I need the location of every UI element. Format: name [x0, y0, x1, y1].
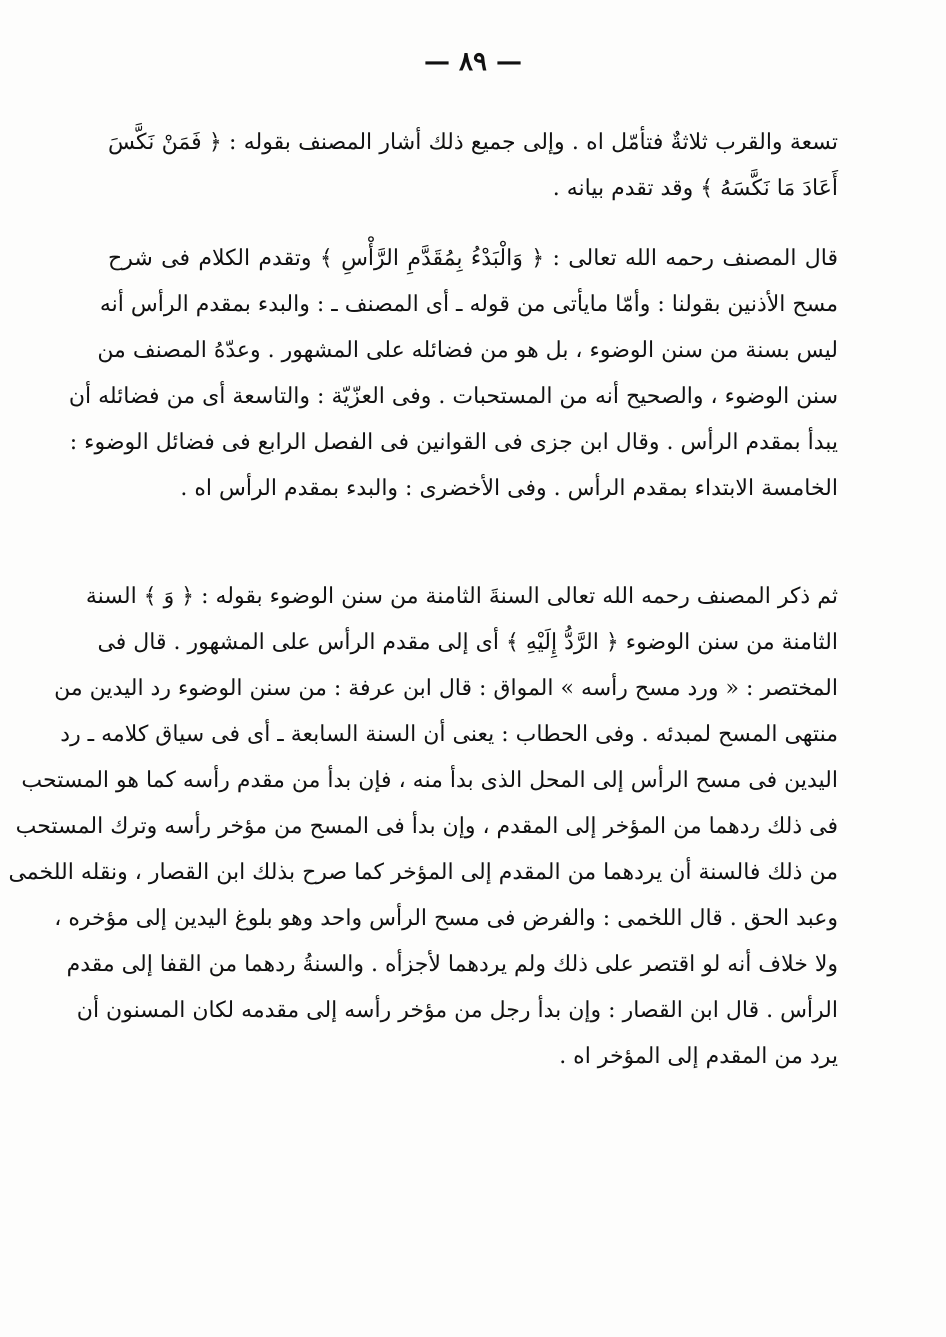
text-line: يبدأ بمقدم الرأس . وقال ابن جزى فى القوانين فى الفصل الرابع فى فضائل الوضوء : [69, 430, 838, 455]
text-line: ثم ذكر المصنف رحمه الله تعالى السنةَ الثامنة من سنن الوضوء بقوله : ﴿ وَ ﴾ السنة [85, 584, 838, 609]
text-line: الرأس . قال ابن القصار : وإن بدأ رجل من مؤخر رأسه إلى مقدمه لكان المسنون أن [76, 998, 838, 1023]
text-line: يرد من المقدم إلى المؤخر اه . [559, 1044, 838, 1069]
text-line: مسح الأذنين بقولنا : وأمّا مايأتى من قوله ـ أى المصنف ـ : والبدء بمقدم الرأس أنه [99, 292, 838, 317]
text-line: المختصر : « ورد مسح رأسه » المواق : قال ابن عرفة : من سنن الوضوء رد اليدين من [54, 676, 838, 701]
text-line: فى ذلك ردهما من المؤخر إلى المقدم ، وإن بدأ فى المسح من مؤخر رأسه وترك المستحب [15, 814, 838, 839]
text-line: ليس بسنة من سنن الوضوء ، بل هو من فضائله على المشهور . وعدّهُ المصنف من [97, 338, 838, 363]
paragraph-3 [8, 574, 838, 1080]
text-line: قال المصنف رحمه الله تعالى : ﴿ وَالْبَدْءُ بِمُقَدَّمِ الرَّأْسِ ﴾ وتقدم الكلام فى شرح [108, 246, 838, 271]
text-line: سنن الوضوء ، والصحيح أنه من المستحبات . وفى العزّيّة : والتاسعة أى من فضائله أن [68, 384, 838, 409]
paragraph-2 [68, 236, 838, 512]
text-line: من ذلك فالسنة أن يردهما من المقدم إلى المؤخر كما صرح بذلك ابن القصار ، ونقله اللخمى [8, 860, 838, 885]
paragraph-1 [108, 120, 838, 212]
text-line: الخامسة الابتداء بمقدم الرأس . وفى الأخضرى : والبدء بمقدم الرأس اه . [180, 476, 838, 501]
text-line: أَعَادَ مَا نَكَّسَهُ ﴾ وقد تقدم بيانه . [552, 176, 838, 201]
text-line: ولا خلاف أنه لو اقتصر على ذلك ولم يردهما لأجزأه . والسنةُ ردهما من القفا إلى مقدم [66, 952, 838, 977]
text-line: تسعة والقرب ثلاثةٌ فتأمّل اه . وإلى جميع ذلك أشار المصنف بقوله : ﴿ فَمَنْ نَكَّسَ [108, 130, 838, 155]
page-number: — ٨٩ — [423, 47, 523, 77]
text-line: الثامنة من سنن الوضوء ﴿ الرَّدُّ إِلَيْهِ ﴾ أى إلى مقدم الرأس على المشهور . قال فى [97, 630, 838, 655]
text-line: اليدين فى مسح الرأس إلى المحل الذى بدأ منه ، فإن بدأ من مقدم رأسه كما هو المستحب [21, 768, 838, 793]
text-line: منتهى المسح لمبدئه . وفى الحطاب : يعنى أن السنة السابعة ـ أى فى سياق كلامه ـ رد [60, 722, 838, 747]
text-line: وعبد الحق . قال اللخمى : والفرض فى مسح الرأس واحد وهو بلوغ اليدين إلى مؤخره ، [54, 906, 838, 931]
